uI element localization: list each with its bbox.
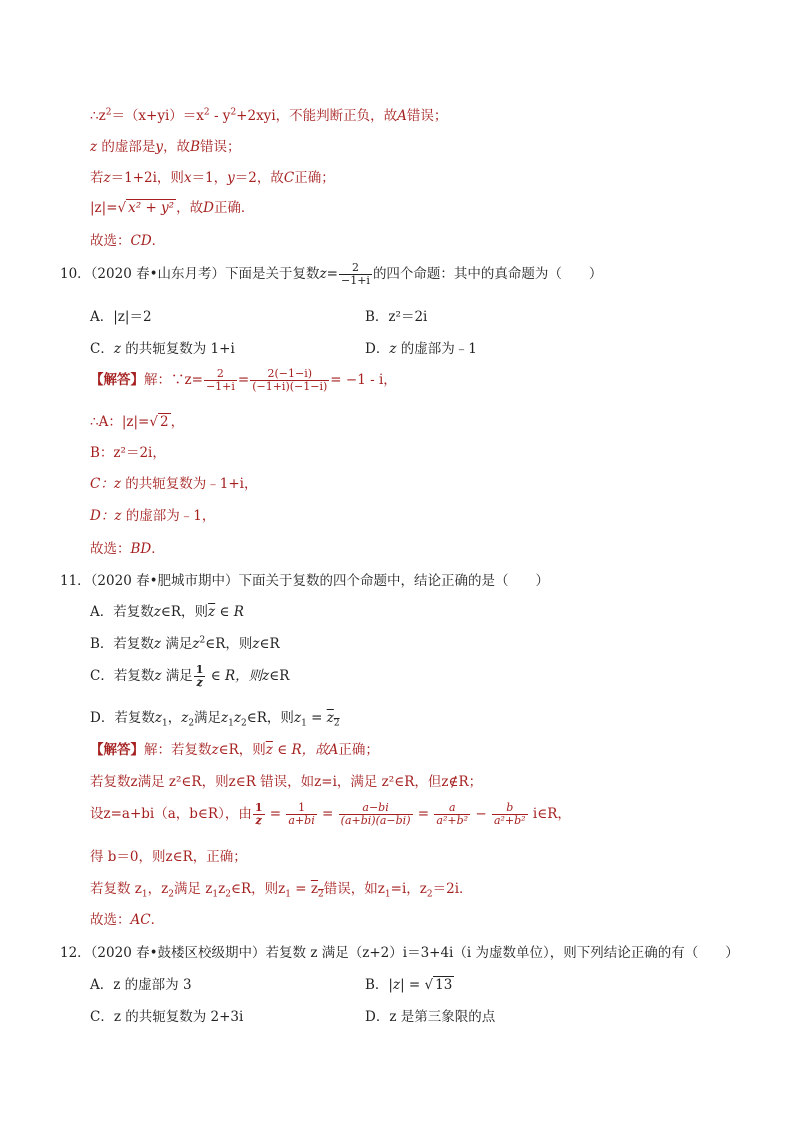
q12-option-d: D．z 是第三象限的点 <box>365 1009 496 1025</box>
q12-option-c: C．z 的共轭复数为 2+3i <box>90 1009 244 1025</box>
q10-stem: 10．（2020 春•山东月考）下面是关于复数z= $\frac{2}{-1+i}$ 的四个命题：其中的真命题为（ ） <box>60 261 603 287</box>
q11-option-d: D．若复数$z_1$，$z_2$满足$z_1z_2\in R$，则$z_1 = z_2$ <box>90 710 340 729</box>
q9-answer-line: 故选：CD． <box>90 233 166 249</box>
q10-solution-line-a: ∴A：|z|=√ 2 ， <box>90 414 185 430</box>
q9-solution-line-4: |z|=√ x² + y² ，故D正确． <box>90 200 255 216</box>
q10-solution-line-d: D：z 的虚部为﹣1， <box>90 508 216 524</box>
q9-solution-line-3: 若z＝1+2i，则x＝1，y＝2，故C正确； <box>90 170 335 186</box>
q10-option-b: B．z²＝2i <box>365 309 428 325</box>
q11-solution-line-4: 得 b＝0，则z∈R，正确； <box>90 849 247 865</box>
q10-solution-line-c: C：z 的共轭复数为﹣1+i， <box>90 476 258 492</box>
q12-option-b: B．|z| = √ 13 <box>365 977 453 993</box>
q11-option-b: B．若复数z 满足$z^2\in R$，则z∈R <box>90 635 280 652</box>
q10-solution-line-b: B：z²＝2i， <box>90 445 166 461</box>
q11-stem: 11．（2020 春•肥城市期中）下面关于复数的四个命题中，结论正确的是（ ） <box>60 573 550 589</box>
q11-solution-line-5: 若复数 $z_1$，$z_2$满足 $z_1z_2\in R$，则$z_1 = z_2$错误，如$z_1=i$，$z_2=2i$． <box>90 881 473 900</box>
q11-answer-line: 故选：AC． <box>90 912 165 928</box>
q9-solution-line-2: z 的虚部是y，故B错误； <box>90 139 241 155</box>
q10-option-a: A．|z|＝2 <box>90 309 152 325</box>
q11-option-c: C．若复数z 满足 $\frac{1}{z}$ ∈ R，则z∈R <box>90 663 290 689</box>
q12-stem: 12．（2020 春•鼓楼区校级期中）若复数 z 满足（z+2）i＝3+4i（i 为虚数单位），则下列结论正确的有（ ） <box>60 945 739 961</box>
q12-option-a: A．z 的虚部为 3 <box>90 977 192 993</box>
q11-option-a: A．若复数z∈R，则$\overline{z}$ ∈ R <box>90 604 244 620</box>
q11-solution-line-2: 若复数z满足 z²∈R，则z∈R 错误，如z=i，满足 z²∈R，但z∉R； <box>90 774 483 790</box>
q10-solution-line-1: 【解答】解：∵z= $\frac{2}{-1+i}$ = $\frac{2(-1-i)}{(-1+i)(-1-i)}$ = −1 - i， <box>90 367 397 393</box>
q11-solution-line-1: 【解答】解：若复数z∈R，则$\overline{z}$ ∈ R，故A正确； <box>90 742 379 758</box>
q10-answer-line: 故选：BD． <box>90 541 165 557</box>
q11-solution-line-3: 设z=a+bi（a，b∈R），由 $\frac{1}{z}$ = $\frac{1}{a+bi}$ = $\frac{a-bi}{(a+bi)(a-bi)}$ = $\frac{a}{\text{a²+b²}}$ − $\frac{b}{\text{a²+b²}}$ i∈R， <box>90 801 571 827</box>
q10-option-c: C．z 的共轭复数为 1+i <box>90 341 235 357</box>
q10-option-d: D．z 的虚部为﹣1 <box>365 341 477 357</box>
q9-solution-line-1: $\therefore z^2=(x+yi)=x^2 - y^2+2xyi$，不能判断正负，故A错误； <box>90 107 448 124</box>
